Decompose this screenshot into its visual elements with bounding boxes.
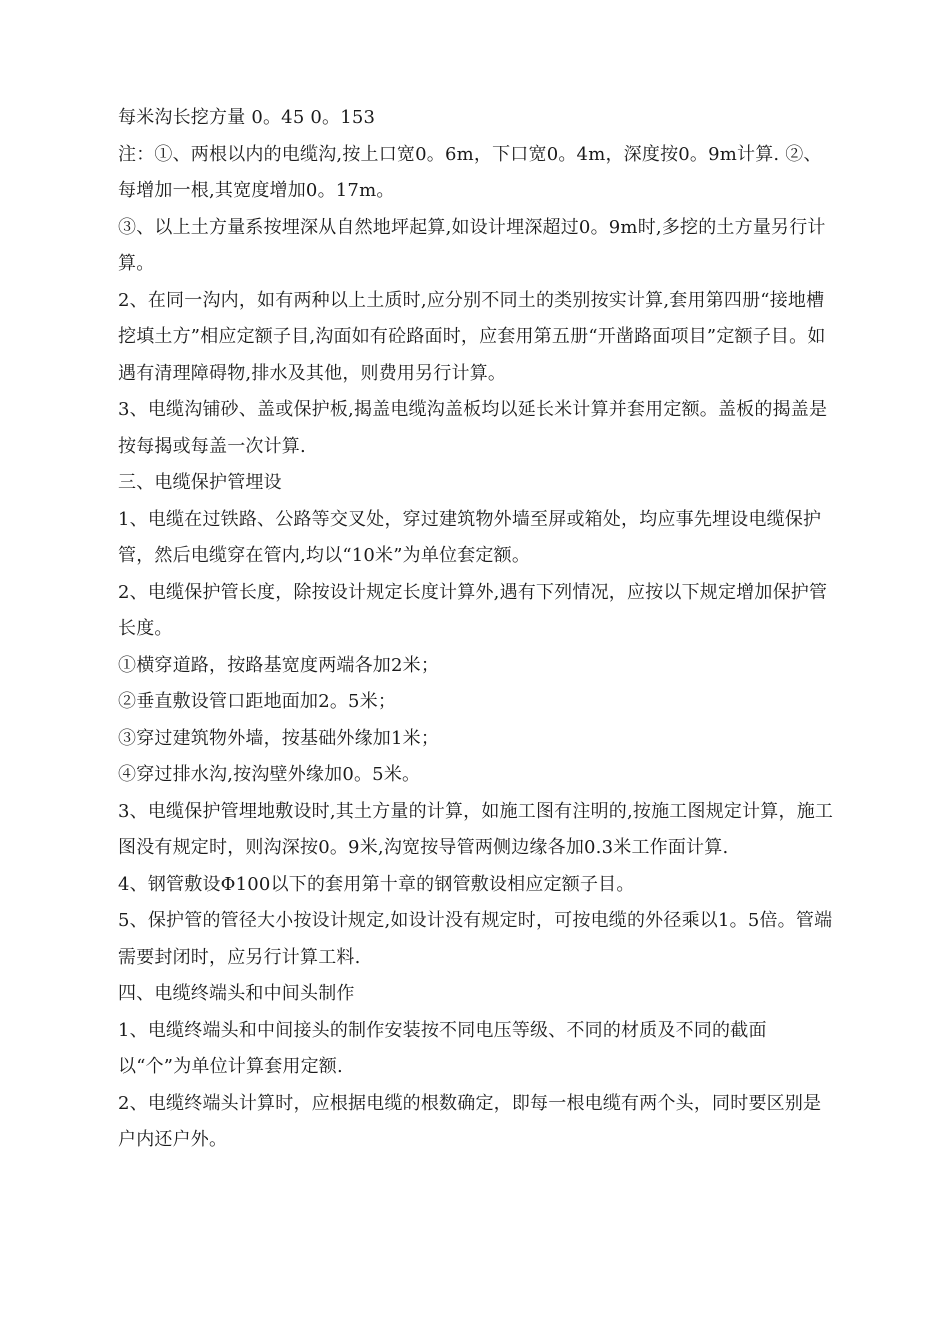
paragraph-terminal-2: 2、电缆终端头计算时，应根据电缆的根数确定，即每一根电缆有两个头，同时要区别是户内还户外。 bbox=[118, 1092, 822, 1150]
section-heading-4: 四、电缆终端头和中间头制作 bbox=[118, 983, 355, 1004]
list-item-vertical: ②垂直敷设管口距地面加2。5米； bbox=[118, 691, 397, 712]
document-body bbox=[118, 100, 834, 1159]
section-heading-3: 三、电缆保护管埋设 bbox=[118, 472, 282, 493]
paragraph-protect-1: 1、电缆在过铁路、公路等交叉处，穿过建筑物外墙至屏或箱处，均应事先埋设电缆保护管，然后电缆穿在管内,均以“10米”为单位套定额。 bbox=[118, 508, 822, 566]
paragraph-note-3: ③、以上土方量系按埋深从自然地坪起算,如设计埋深超过0。9m时,多挖的土方量另行计算。 bbox=[118, 216, 826, 274]
list-item-road: ①横穿道路，按路基宽度两端各加2米； bbox=[118, 654, 440, 676]
paragraph-item-3-sand: 3、电缆沟铺砂、盖或保护板,揭盖电缆沟盖板均以延长米计算并套用定额。盖板的揭盖是按每揭或每盖一次计算. bbox=[118, 399, 828, 457]
paragraph-terminal-1: 1、电缆终端头和中间接头的制作安装按不同电压等级、不同的材质及不同的截面以“个”为单位计算套用定额. bbox=[118, 1019, 767, 1077]
paragraph-protect-5: 5、保护管的管径大小按设计规定,如设计没有规定时，可按电缆的外径乘以1。5倍。管端需要封闭时，应另行计算工料. bbox=[118, 910, 833, 968]
list-item-wall: ③穿过建筑物外墙，按基础外缘加1米； bbox=[118, 727, 440, 749]
paragraph-note-1-2: 注：①、两根以内的电缆沟,按上口宽0。6m，下口宽0。4m，深度按0。9m计算. ②、每增加一根,其宽度增加0。17m。 bbox=[118, 143, 822, 201]
paragraph-protect-3: 3、电缆保护管埋地敷设时,其土方量的计算，如施工图有注明的,按施工图规定计算，施工图没有规定时，则沟深按0。9米,沟宽按导管两侧边缘各加0.3米工作面计算. bbox=[118, 800, 834, 858]
paragraph-excavation-volume: 每米沟长挖方量 0。45 0。153 bbox=[118, 107, 376, 128]
paragraph-protect-2: 2、电缆保护管长度，除按设计规定长度计算外,遇有下列情况，应按以下规定增加保护管长度。 bbox=[118, 581, 828, 639]
paragraph-protect-4: 4、钢管敷设Φ100以下的套用第十章的钢管敷设相应定额子目。 bbox=[118, 873, 635, 895]
list-item-drain: ④穿过排水沟,按沟壁外缘加0。5米。 bbox=[118, 764, 421, 785]
paragraph-item-2-soil: 2、在同一沟内，如有两种以上土质时,应分别不同土的类别按实计算,套用第四册“接地槽挖填土方”相应定额子目,沟面如有砼路面时，应套用第五册“开凿路面项目”定额子目。如遇有清理障碍物,排水及其他，则费用另行计算。 bbox=[118, 289, 826, 384]
